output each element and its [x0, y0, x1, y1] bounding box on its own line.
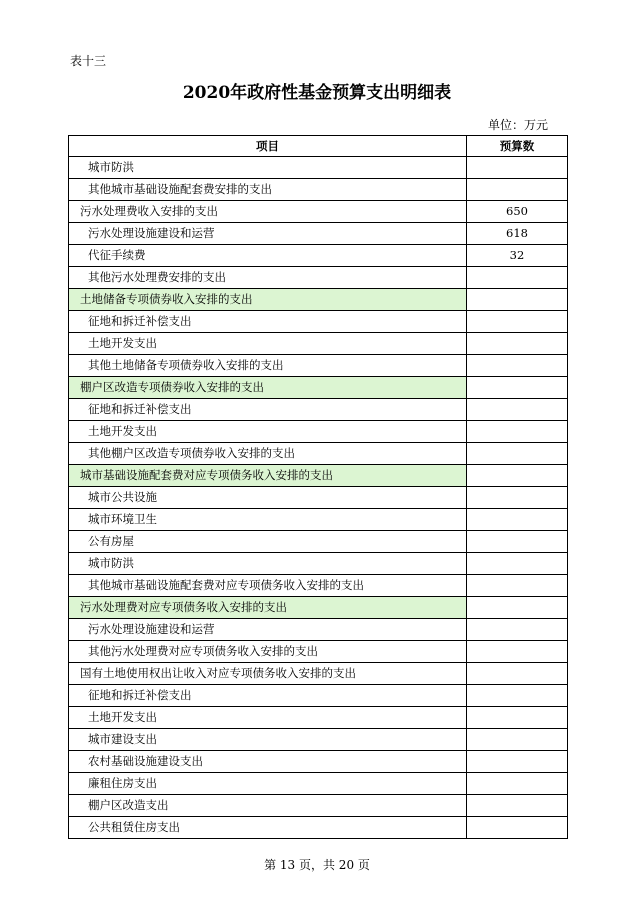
table-row	[69, 619, 568, 641]
row-item-name: 其他土地储备专项债券收入安排的支出	[69, 355, 467, 377]
row-item-name: 棚户区改造专项债券收入安排的支出	[69, 377, 467, 399]
row-item-name: 其他棚户区改造专项债券收入安排的支出	[69, 443, 467, 465]
row-budget-value	[467, 641, 568, 663]
row-item-name: 污水处理费收入安排的支出	[69, 201, 467, 223]
row-item-name: 征地和拆迁补偿支出	[69, 685, 467, 707]
row-budget-value: 650	[467, 201, 568, 223]
table-row	[69, 355, 568, 377]
row-budget-value	[467, 377, 568, 399]
table-row	[69, 531, 568, 553]
row-budget-value	[467, 509, 568, 531]
row-item-name: 其他污水处理费对应专项债务收入安排的支出	[69, 641, 467, 663]
table-row	[69, 553, 568, 575]
row-item-name: 征地和拆迁补偿支出	[69, 311, 467, 333]
table-row	[69, 817, 568, 839]
table-row	[69, 377, 568, 399]
row-item-name: 污水处理设施建设和运营	[69, 619, 467, 641]
row-item-name: 征地和拆迁补偿支出	[69, 399, 467, 421]
row-item-name: 土地开发支出	[69, 333, 467, 355]
row-item-name: 城市建设支出	[69, 729, 467, 751]
row-budget-value	[467, 751, 568, 773]
row-budget-value	[467, 619, 568, 641]
table-row	[69, 729, 568, 751]
header-item: 项目	[69, 136, 467, 157]
table-body	[69, 157, 568, 839]
row-item-name: 土地开发支出	[69, 707, 467, 729]
row-budget-value	[467, 795, 568, 817]
row-budget-value	[467, 421, 568, 443]
row-item-name: 城市防洪	[69, 157, 467, 179]
row-budget-value	[467, 773, 568, 795]
table-row	[69, 311, 568, 333]
table-row	[69, 597, 568, 619]
row-item-name: 代征手续费	[69, 245, 467, 267]
table-row	[69, 487, 568, 509]
table-row	[69, 465, 568, 487]
row-item-name: 公有房屋	[69, 531, 467, 553]
table-row	[69, 773, 568, 795]
row-item-name: 公共租赁住房支出	[69, 817, 467, 839]
table-row	[69, 707, 568, 729]
row-budget-value	[467, 267, 568, 289]
budget-table	[68, 135, 568, 839]
row-budget-value	[467, 355, 568, 377]
row-item-name: 其他污水处理费安排的支出	[69, 267, 467, 289]
row-item-name: 污水处理设施建设和运营	[69, 223, 467, 245]
row-item-name: 其他城市基础设施配套费安排的支出	[69, 179, 467, 201]
table-row	[69, 663, 568, 685]
row-budget-value	[467, 399, 568, 421]
row-item-name: 城市公共设施	[69, 487, 467, 509]
row-budget-value: 618	[467, 223, 568, 245]
row-budget-value	[467, 443, 568, 465]
row-item-name: 棚户区改造支出	[69, 795, 467, 817]
table-row	[69, 289, 568, 311]
row-budget-value	[467, 531, 568, 553]
row-budget-value	[467, 553, 568, 575]
table-header-row	[69, 136, 568, 157]
unit-label: 单位：万元	[487, 118, 548, 132]
row-budget-value	[467, 817, 568, 839]
table-row	[69, 179, 568, 201]
table-row	[69, 245, 568, 267]
row-budget-value	[467, 289, 568, 311]
table-row	[69, 399, 568, 421]
table-row	[69, 641, 568, 663]
table-row	[69, 751, 568, 773]
row-item-name: 其他城市基础设施配套费对应专项债务收入安排的支出	[69, 575, 467, 597]
table-row	[69, 509, 568, 531]
row-budget-value	[467, 575, 568, 597]
row-budget-value	[467, 597, 568, 619]
row-item-name: 污水处理费对应专项债务收入安排的支出	[69, 597, 467, 619]
row-budget-value	[467, 663, 568, 685]
table-row	[69, 333, 568, 355]
row-budget-value	[467, 157, 568, 179]
table-row	[69, 157, 568, 179]
row-budget-value	[467, 311, 568, 333]
table-row	[69, 223, 568, 245]
row-item-name: 城市环境卫生	[69, 509, 467, 531]
row-item-name: 土地开发支出	[69, 421, 467, 443]
page-title: 2020年政府性基金预算支出明细表	[182, 83, 452, 103]
table-number: 表十三	[70, 54, 107, 68]
row-item-name: 农村基础设施建设支出	[69, 751, 467, 773]
page-footer: 第 13 页，共 20 页	[264, 858, 370, 872]
table-row	[69, 267, 568, 289]
row-budget-value	[467, 487, 568, 509]
table-row	[69, 575, 568, 597]
table-row	[69, 201, 568, 223]
table-row	[69, 795, 568, 817]
row-budget-value	[467, 465, 568, 487]
header-budget: 预算数	[467, 136, 568, 157]
row-item-name: 廉租住房支出	[69, 773, 467, 795]
row-budget-value	[467, 729, 568, 751]
row-item-name: 城市基础设施配套费对应专项债务收入安排的支出	[69, 465, 467, 487]
row-item-name: 土地储备专项债券收入安排的支出	[69, 289, 467, 311]
table-row	[69, 421, 568, 443]
row-budget-value	[467, 333, 568, 355]
row-budget-value	[467, 685, 568, 707]
row-budget-value	[467, 707, 568, 729]
row-item-name: 城市防洪	[69, 553, 467, 575]
table-row	[69, 443, 568, 465]
row-budget-value	[467, 179, 568, 201]
row-budget-value: 32	[467, 245, 568, 267]
table-row	[69, 685, 568, 707]
row-item-name: 国有土地使用权出让收入对应专项债务收入安排的支出	[69, 663, 467, 685]
